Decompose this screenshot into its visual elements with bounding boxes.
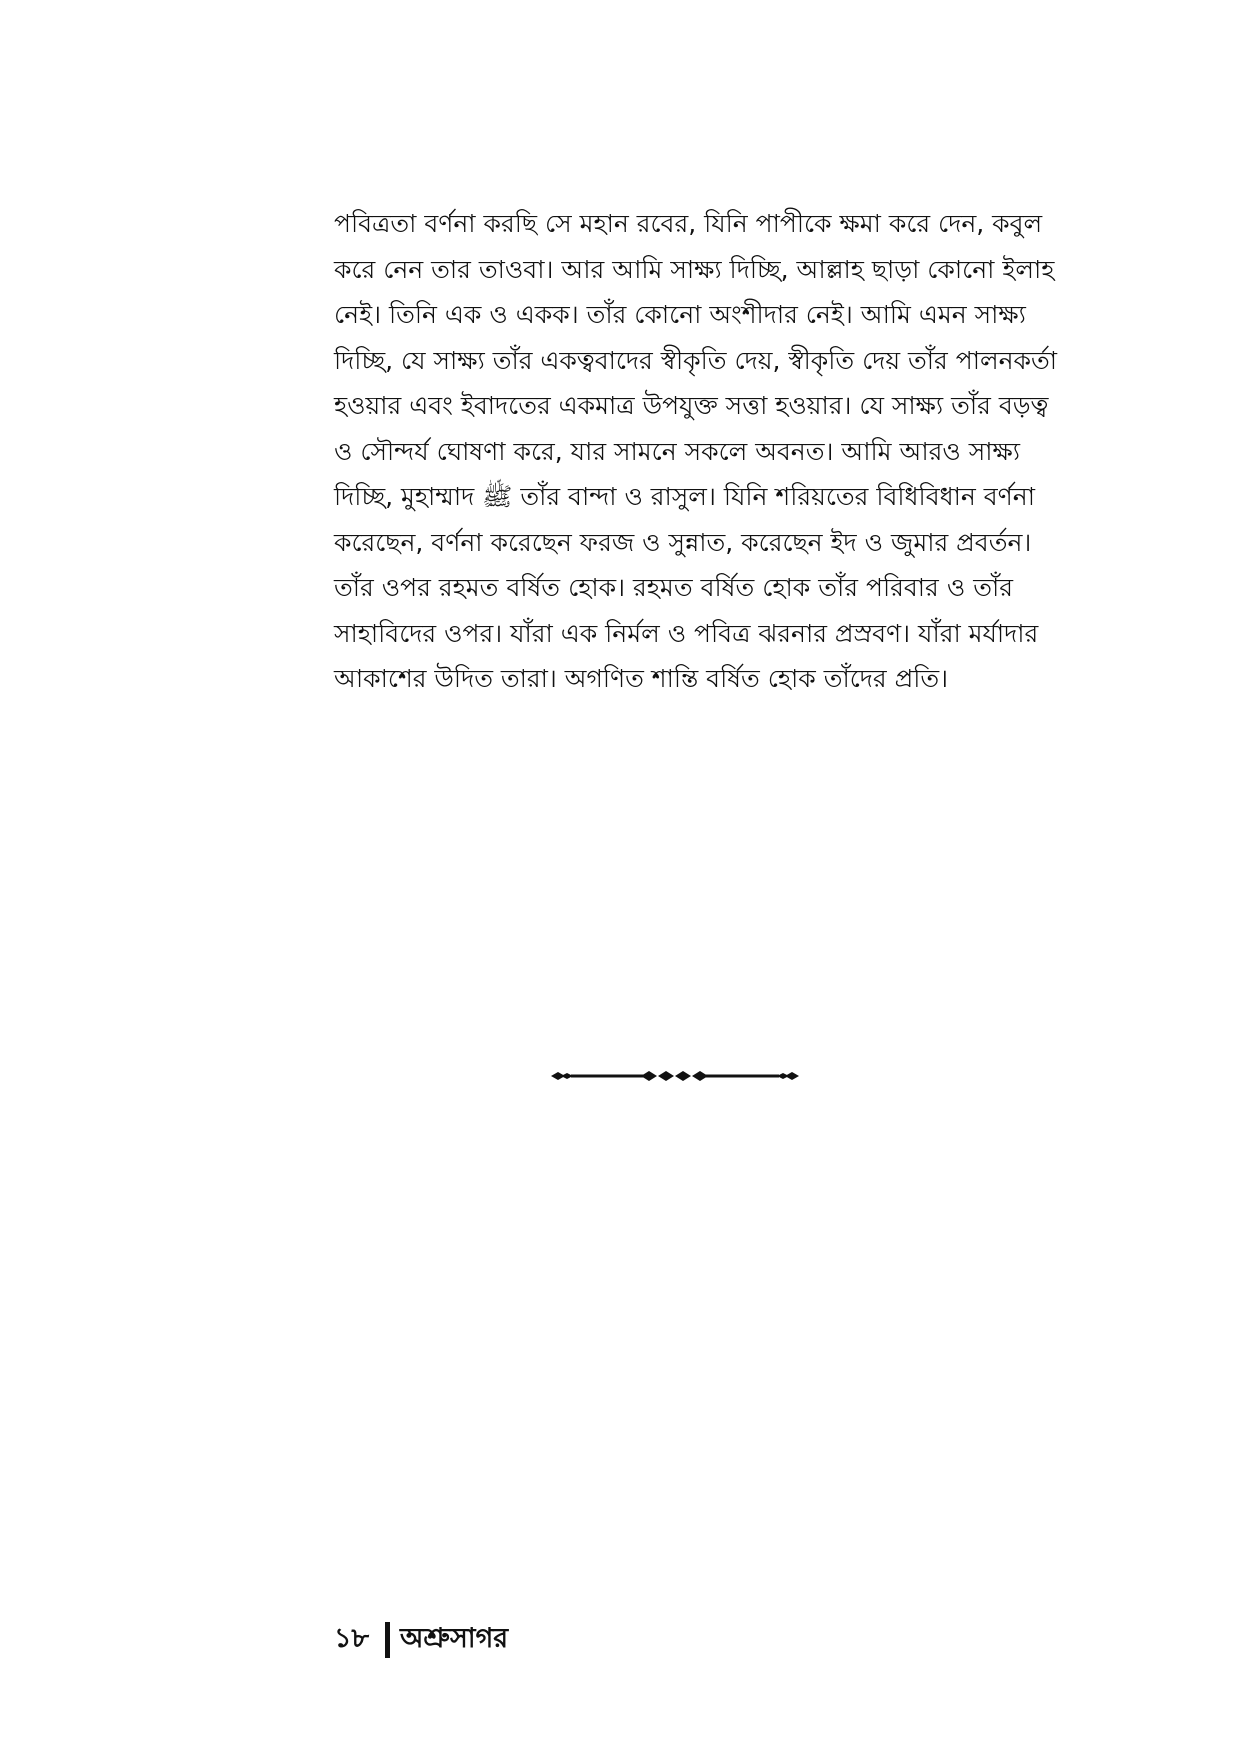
page-footer [334,1618,508,1662]
text-line: করেছেন, বর্ণনা করেছেন ফরজ ও সুন্নাত, করেছেন ইদ ও জুমার প্রবর্তন। [334,527,1032,557]
text-line: সাহাবিদের ওপর। যাঁরা এক নির্মল ও পবিত্র ঝরনার প্রস্রবণ। যাঁরা মর্যাদার [334,618,1039,648]
text-line: করে নেন তার তাওবা। আর আমি সাক্ষ্য দিচ্ছি, আল্লাহ ছাড়া কোনো ইলাহ [334,254,1055,284]
footer-separator [385,1622,390,1658]
text-line: নেই। তিনি এক ও একক। তাঁর কোনো অংশীদার নেই। আমি এমন সাক্ষ্য [334,300,1026,329]
text-line: হওয়ার এবং ইবাদতের একমাত্র উপযুক্ত সত্তা হওয়ার। যে সাক্ষ্য তাঁর বড়ত্ব [334,391,1049,420]
page-number: ১৮ [334,1622,370,1654]
text-line: দিচ্ছি, যে সাক্ষ্য তাঁর একত্ববাদের স্বীকৃতি দেয়, স্বীকৃতি দেয় তাঁর পালনকর্তা [334,345,1057,375]
text-line: দিচ্ছি, মুহাম্মাদ ﷺ তাঁর বান্দা ও রাসুল। যিনি শরিয়তের বিধিবিধান বর্ণনা [334,482,1035,511]
body-paragraph [334,201,1057,702]
text-line: ও সৌন্দর্য ঘোষণা করে, যার সামনে সকলে অবনত। আমি আরও সাক্ষ্য [334,436,1021,466]
book-title: অশ্রুসাগর [400,1622,509,1654]
text-line: আকাশের উদিত তারা। অগণিত শান্তি বর্ষিত হোক তাঁদের প্রতি। [334,664,949,693]
text-line: পবিত্রতা বর্ণনা করছি সে মহান রবের, যিনি পাপীকে ক্ষমা করে দেন, কবুল [334,209,1043,238]
ornamental-divider-icon [551,1066,799,1086]
text-line: তাঁর ওপর রহমত বর্ষিত হোক। রহমত বর্ষিত হোক তাঁর পরিবার ও তাঁর [334,573,1013,602]
